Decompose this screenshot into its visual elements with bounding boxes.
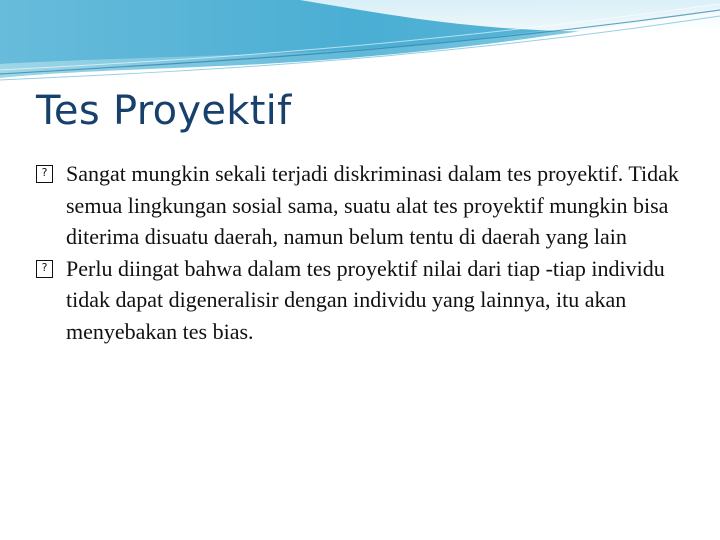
missing-glyph-icon: ? <box>36 260 53 278</box>
header-wave-decoration <box>0 0 720 90</box>
bullet-list <box>36 158 686 347</box>
bullet-text: Sangat mungkin sekali terjadi diskriminasi dalam tes proyektif. Tidak semua lingkungan sosial sama, suatu alat tes proyektif mungkin bisa diterima disuatu daerah, namun belum tentu di daerah yang lain <box>66 161 679 249</box>
slide-title: Tes Proyektif <box>36 88 292 134</box>
bullet-item <box>36 253 686 348</box>
bullet-text: Perlu diingat bahwa dalam tes proyektif nilai dari tiap -tiap individu tidak dapat digeneralisir dengan individu yang lainnya, itu akan menyebakan tes bias. <box>66 255 665 344</box>
bullet-item <box>36 158 686 253</box>
missing-glyph-icon: ? <box>36 165 53 183</box>
